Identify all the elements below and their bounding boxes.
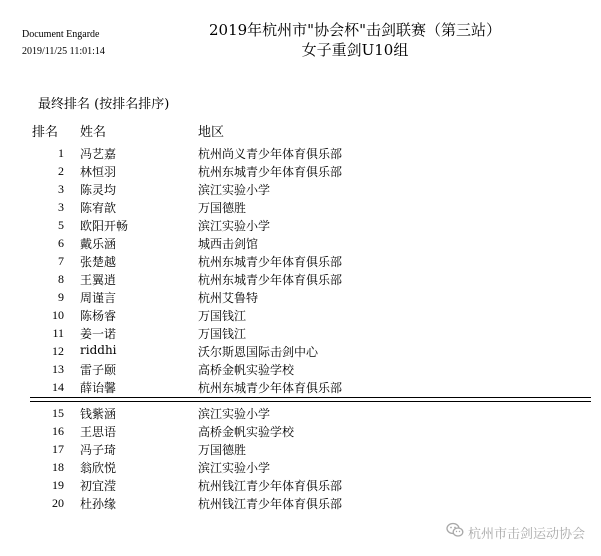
rank-cell: 2 — [58, 164, 64, 178]
rank-cell: 16 — [52, 424, 64, 438]
table-row — [0, 477, 601, 495]
region-cell: 高桥金帆实验学校 — [198, 363, 295, 377]
section-title: 最终排名 (按排名排序) — [38, 97, 170, 112]
rank-cell: 5 — [58, 218, 64, 232]
rank-cell: 10 — [52, 308, 64, 322]
region-cell: 杭州东城青少年体育俱乐部 — [198, 273, 343, 287]
rank-cell: 3 — [58, 200, 64, 214]
rank-cell: 1 — [58, 146, 64, 160]
table-row — [0, 379, 601, 397]
rank-cell: 8 — [58, 272, 64, 286]
table-row — [0, 423, 601, 441]
title-line-2: 女子重剑U10组 — [301, 41, 409, 59]
table-row — [0, 343, 601, 361]
name-cell: 陈灵均 — [80, 183, 117, 197]
region-cell: 杭州钱江青少年体育俱乐部 — [198, 479, 343, 493]
region-cell: 沃尔斯恩国际击剑中心 — [198, 345, 319, 359]
page-title — [200, 20, 510, 60]
name-cell: riddhi — [80, 343, 117, 357]
region-cell: 滨江实验小学 — [198, 461, 271, 475]
region-cell: 杭州钱江青少年体育俱乐部 — [198, 497, 343, 511]
name-cell: 杜孙缘 — [80, 497, 117, 511]
table-row — [0, 163, 601, 181]
name-cell: 冯子琦 — [80, 443, 117, 457]
name-cell: 姜一诺 — [80, 327, 117, 341]
rank-cell: 15 — [52, 406, 64, 420]
rank-cell: 11 — [52, 326, 64, 340]
rank-cell: 17 — [52, 442, 64, 456]
name-cell: 雷子颐 — [80, 363, 117, 377]
region-cell: 万国钱江 — [198, 327, 247, 341]
rank-cell: 18 — [52, 460, 64, 474]
region-cell: 杭州东城青少年体育俱乐部 — [198, 381, 343, 395]
region-cell: 万国德胜 — [198, 201, 247, 215]
column-header-name: 姓名 — [80, 125, 107, 140]
table-row — [0, 495, 601, 513]
rank-cell: 19 — [52, 478, 64, 492]
table-row — [0, 271, 601, 289]
rank-cell: 7 — [58, 254, 64, 268]
name-cell: 初宜滢 — [80, 479, 117, 493]
region-cell: 杭州东城青少年体育俱乐部 — [198, 165, 343, 179]
region-cell: 万国德胜 — [198, 443, 247, 457]
rank-cell: 9 — [58, 290, 64, 304]
table-row — [0, 441, 601, 459]
rank-cell: 12 — [52, 344, 64, 358]
table-row — [0, 361, 601, 379]
region-cell: 高桥金帆实验学校 — [198, 425, 295, 439]
name-cell: 冯艺嘉 — [80, 147, 117, 161]
rank-cell: 14 — [52, 380, 64, 394]
timestamp: 2019/11/25 11:01:14 — [22, 46, 105, 57]
name-cell: 戴乐涵 — [80, 237, 117, 251]
name-cell: 王思语 — [80, 425, 117, 439]
region-cell: 杭州艾鲁特 — [198, 291, 259, 305]
ranking-table — [0, 145, 601, 513]
column-header-rank: 排名 — [32, 125, 59, 140]
double-divider — [30, 397, 591, 402]
rank-cell: 20 — [52, 496, 64, 510]
region-cell: 滨江实验小学 — [198, 219, 271, 233]
table-row — [0, 217, 601, 235]
region-cell: 城西击剑馆 — [198, 237, 259, 251]
table-row — [0, 235, 601, 253]
table-row — [0, 145, 601, 163]
name-cell: 钱紫涵 — [80, 407, 117, 421]
name-cell: 陈杨睿 — [80, 309, 117, 323]
table-row — [0, 307, 601, 325]
rank-cell: 6 — [58, 236, 64, 250]
region-cell: 杭州东城青少年体育俱乐部 — [198, 255, 343, 269]
table-row — [0, 459, 601, 477]
table-row — [0, 181, 601, 199]
name-cell: 林恒羽 — [80, 165, 117, 179]
title-line-1: 2019年杭州市"协会杯"击剑联赛（第三站） — [209, 21, 501, 39]
name-cell: 薛诒馨 — [80, 381, 117, 395]
wechat-icon — [446, 522, 468, 542]
rank-cell: 3 — [58, 182, 64, 196]
software-name: Document Engarde — [22, 29, 100, 40]
region-cell: 杭州尚义青少年体育俱乐部 — [198, 147, 343, 161]
watermark-text: 杭州市击剑运动协会 — [467, 526, 585, 542]
table-row — [0, 289, 601, 307]
region-cell: 滨江实验小学 — [198, 183, 271, 197]
table-row — [0, 405, 601, 423]
name-cell: 周谨言 — [80, 291, 117, 305]
name-cell: 翁欣悦 — [80, 461, 117, 475]
name-cell: 欧阳开畅 — [80, 219, 129, 233]
table-row — [0, 253, 601, 271]
document-meta — [22, 26, 105, 60]
watermark — [446, 522, 585, 542]
table-row — [0, 325, 601, 343]
rank-cell: 13 — [52, 362, 64, 376]
region-cell: 万国钱江 — [198, 309, 247, 323]
region-cell: 滨江实验小学 — [198, 407, 271, 421]
name-cell: 陈宥歆 — [80, 201, 117, 215]
table-row — [0, 199, 601, 217]
name-cell: 张楚越 — [80, 255, 117, 269]
column-header-region: 地区 — [198, 125, 225, 140]
name-cell: 王翼逍 — [80, 273, 117, 287]
